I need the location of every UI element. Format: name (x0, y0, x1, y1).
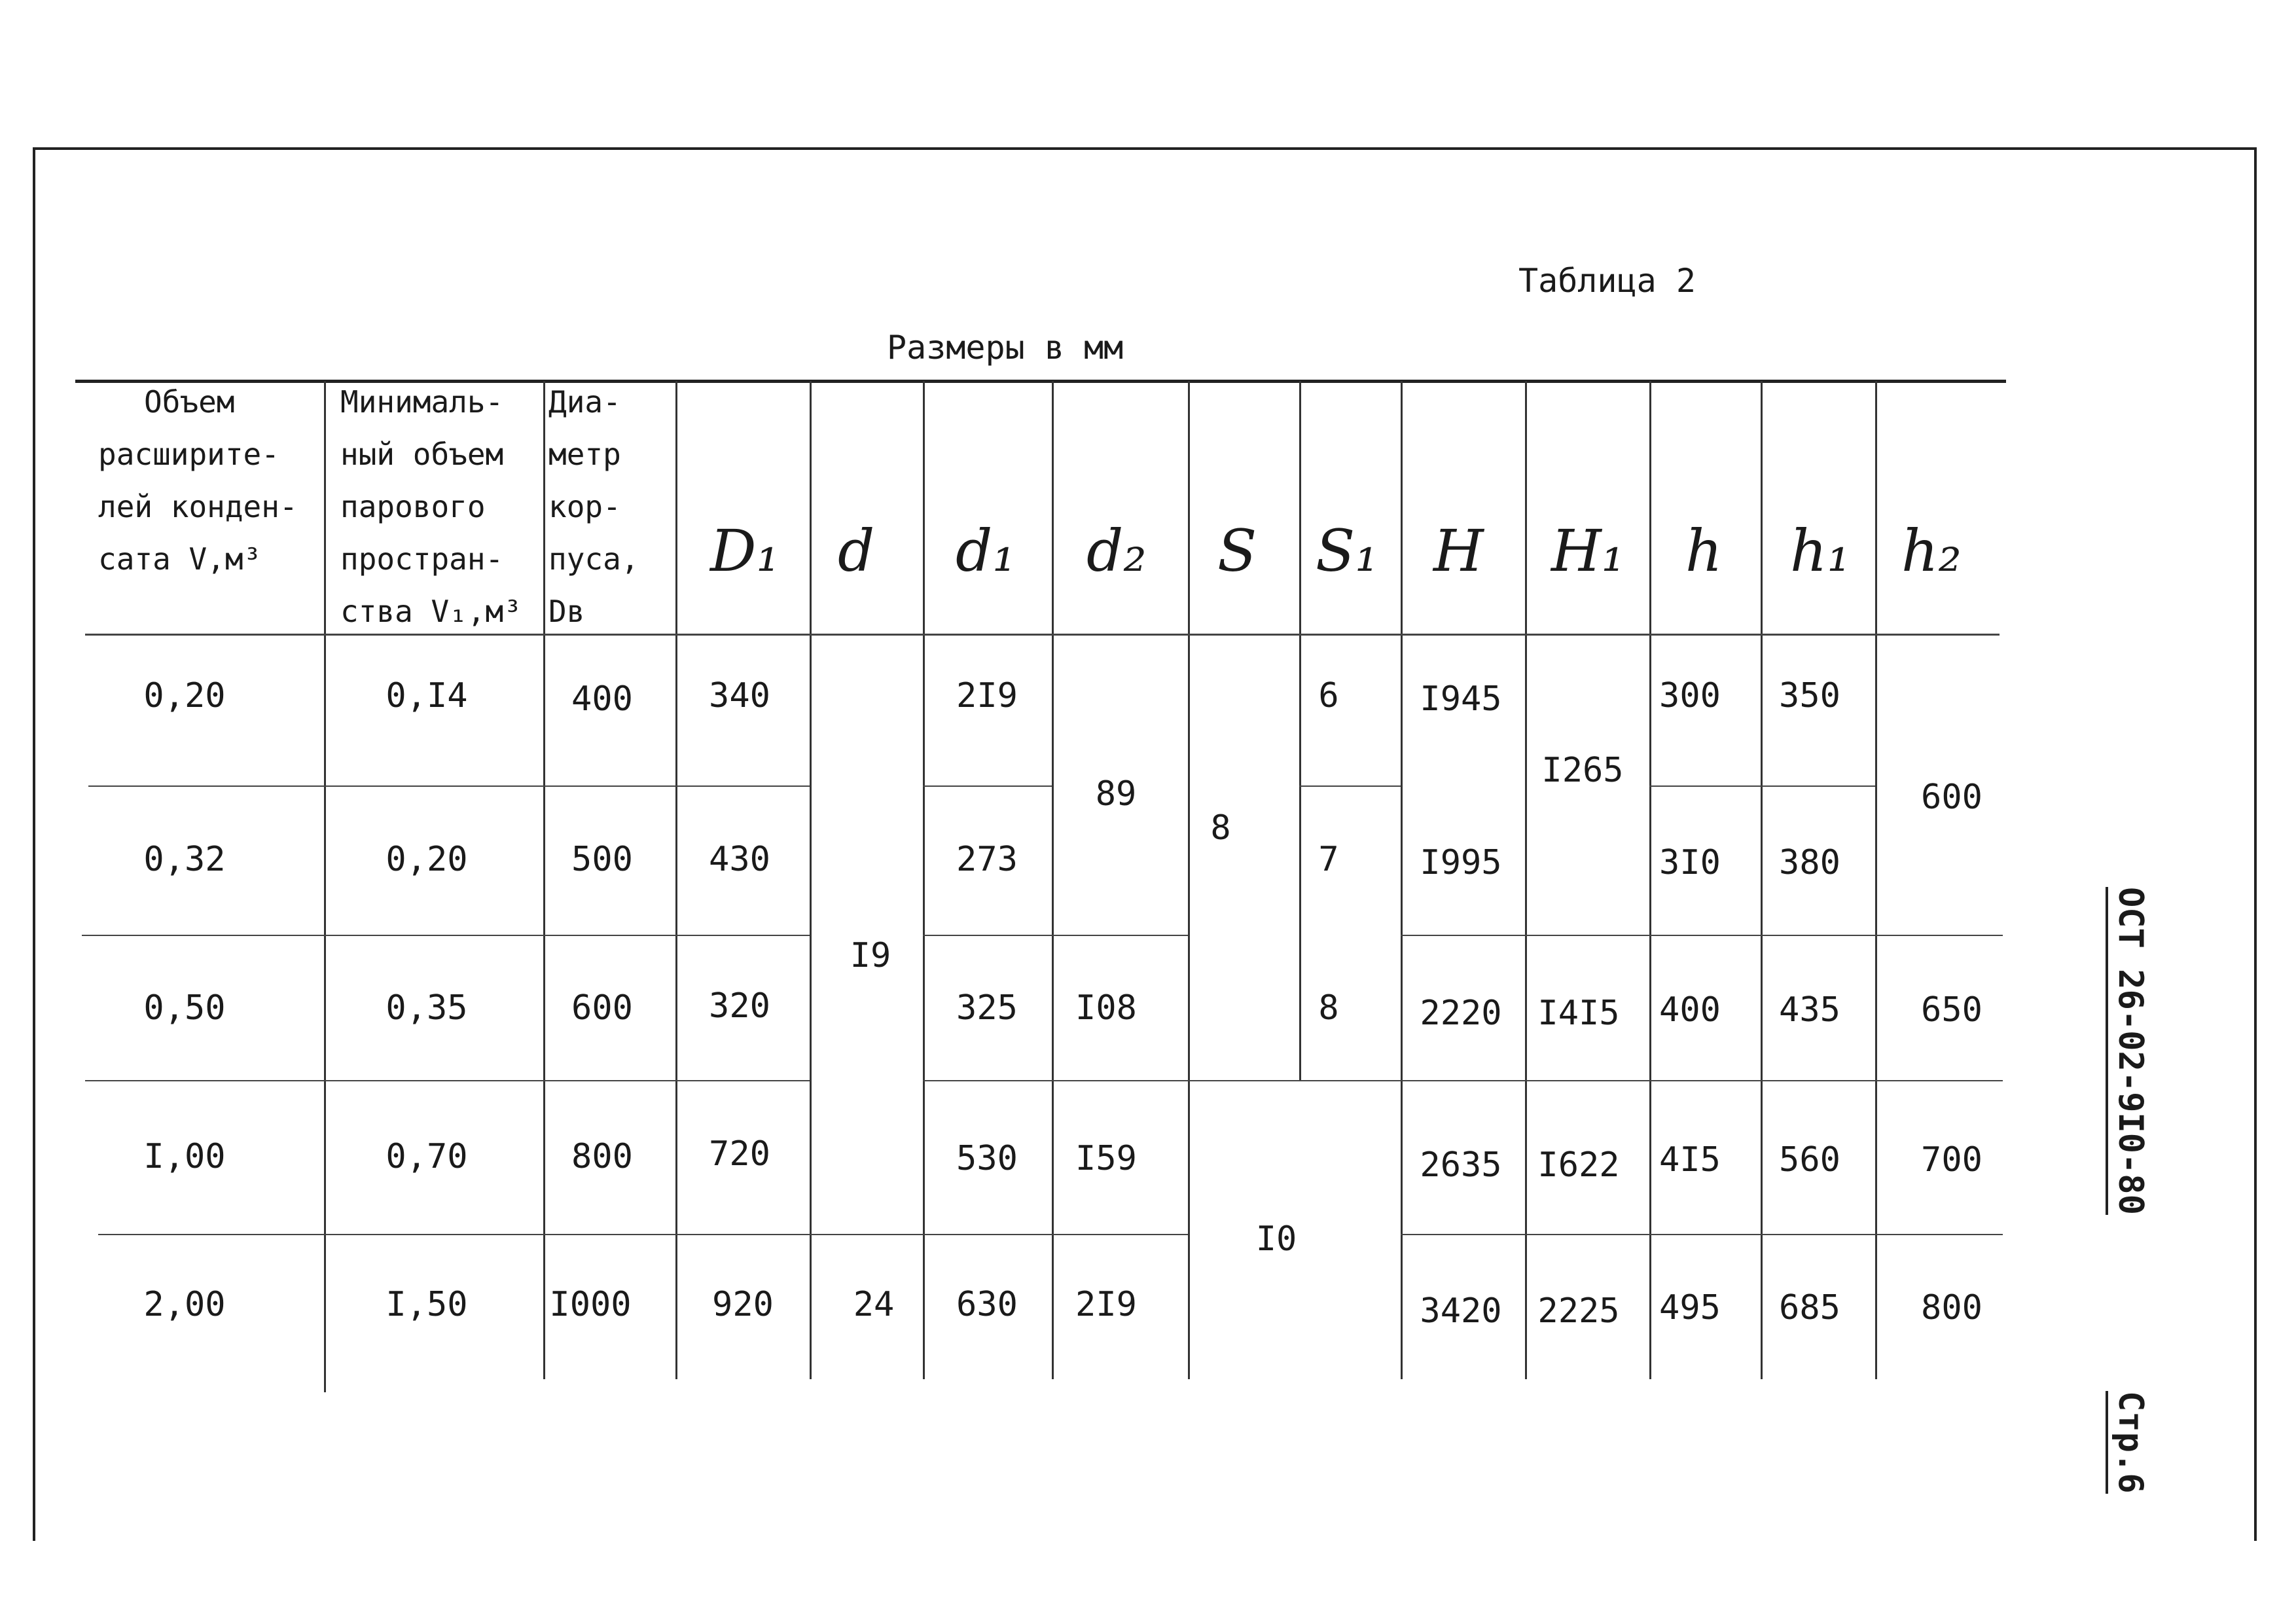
row-rule (88, 785, 810, 787)
cell-d1: 325 (956, 988, 1018, 1028)
col-divider (1761, 381, 1763, 1379)
cell-S1: 6 (1318, 676, 1339, 715)
cell-volume: 0,32 (143, 840, 226, 879)
row-rule (923, 1080, 2003, 1081)
cell-volume: 2,00 (143, 1285, 226, 1324)
cell-h: 400 (1659, 990, 1721, 1030)
cell-body-diameter: 600 (571, 988, 633, 1028)
header-H: H (1433, 517, 1484, 585)
cell-D1: 720 (709, 1134, 770, 1174)
header-h2: h₂ (1901, 517, 1962, 585)
header-h: h (1685, 517, 1723, 585)
cell-H1: I4I5 (1537, 994, 1620, 1033)
header-min-volume: Минималь- ный объем парового простран- ства V₁,м³ (340, 384, 522, 629)
page-frame (33, 147, 2257, 1541)
cell-volume: I,00 (143, 1137, 226, 1176)
cell-h: 4I5 (1659, 1140, 1721, 1180)
cell-d-merged: I9 (850, 936, 891, 975)
header-D1: D₁ (710, 517, 780, 585)
col-divider (324, 381, 326, 1392)
row-rule (1401, 935, 2003, 936)
cell-body-diameter: 800 (571, 1137, 633, 1176)
cell-h: 300 (1659, 676, 1721, 715)
cell-S-S1-merged: I0 (1255, 1219, 1297, 1259)
header-S: S (1217, 517, 1257, 585)
cell-S1: 7 (1318, 840, 1339, 879)
cell-min-volume: 0,35 (386, 988, 468, 1028)
row-rule (1401, 1234, 2003, 1235)
cell-body-diameter: I000 (549, 1285, 632, 1324)
cell-S-merged: 8 (1210, 808, 1231, 848)
cell-h1: 435 (1779, 990, 1840, 1030)
cell-body-diameter: 500 (571, 840, 633, 879)
col-divider (810, 381, 812, 1379)
cell-D1: 430 (709, 840, 770, 879)
cell-H: I995 (1420, 843, 1502, 882)
row-rule (923, 785, 1052, 787)
cell-min-volume: I,50 (386, 1285, 468, 1324)
table-label: Таблица 2 (1518, 262, 1696, 300)
col-divider (1299, 381, 1301, 1081)
cell-h2-merged: 600 (1921, 778, 1982, 817)
header-S1: S₁ (1316, 517, 1378, 585)
cell-D1: 920 (712, 1285, 774, 1324)
col-divider (1525, 381, 1527, 1379)
cell-S1: 8 (1318, 988, 1339, 1028)
cell-d1: 530 (956, 1139, 1018, 1178)
col-divider (1052, 381, 1054, 1379)
header-d2: d₂ (1086, 517, 1147, 585)
col-divider (1649, 381, 1651, 1379)
cell-d1: 630 (956, 1285, 1018, 1324)
col-divider (675, 381, 677, 1379)
cell-h1: 350 (1779, 676, 1840, 715)
cell-h2: 800 (1921, 1288, 1982, 1327)
header-h1: h₁ (1790, 517, 1850, 585)
cell-min-volume: 0,I4 (386, 676, 468, 715)
row-rule (1649, 785, 1875, 787)
cell-d2: I08 (1075, 988, 1137, 1028)
row-rule (810, 1234, 1188, 1235)
cell-d2: I59 (1075, 1139, 1137, 1178)
cell-D1: 340 (709, 676, 770, 715)
cell-h: 495 (1659, 1288, 1721, 1327)
cell-H: 2635 (1420, 1146, 1502, 1185)
cell-volume: 0,20 (143, 676, 226, 715)
header-d1: d₁ (956, 517, 1016, 585)
col-divider (1401, 381, 1403, 1379)
cell-H1-merged: I265 (1541, 751, 1624, 790)
cell-h1: 560 (1779, 1140, 1840, 1180)
cell-d2: 2I9 (1075, 1285, 1137, 1324)
page-number: Стр.6 (2106, 1391, 2150, 1494)
cell-body-diameter: 400 (571, 679, 633, 719)
header-H1: H₁ (1551, 517, 1625, 585)
col-divider (543, 381, 545, 1379)
cell-D1: 320 (709, 986, 770, 1026)
cell-d1: 2I9 (956, 676, 1018, 715)
cell-h1: 380 (1779, 843, 1840, 882)
cell-H1: 2225 (1537, 1291, 1620, 1331)
cell-H: I945 (1420, 679, 1502, 719)
row-rule (98, 1234, 810, 1235)
cell-h1: 685 (1779, 1288, 1840, 1327)
cell-d1: 273 (956, 840, 1018, 879)
cell-H: 3420 (1420, 1291, 1502, 1331)
row-rule (85, 1080, 810, 1081)
col-divider (923, 381, 925, 1379)
row-rule (82, 935, 810, 936)
header-body-diameter: Диа- метр кор- пуса, Dв (548, 384, 639, 629)
row-rule (923, 935, 1188, 936)
header-d: d (838, 517, 875, 585)
cell-h2: 700 (1921, 1140, 1982, 1180)
document-code: ОСТ 26-02-9I0-80 (2106, 887, 2150, 1215)
cell-H1: I622 (1537, 1146, 1620, 1185)
cell-h: 3I0 (1659, 843, 1721, 882)
col-divider (1875, 381, 1877, 1379)
col-divider (1188, 381, 1190, 1379)
cell-min-volume: 0,70 (386, 1137, 468, 1176)
cell-volume: 0,50 (143, 988, 226, 1028)
row-rule (1299, 785, 1401, 787)
cell-H: 2220 (1420, 994, 1502, 1033)
cell-h2: 650 (1921, 990, 1982, 1030)
header-volume: Объем расширите- лей конден- сата V,м³ (98, 384, 298, 577)
cell-d: 24 (853, 1285, 895, 1324)
units-note: Размеры в мм (887, 329, 1124, 367)
cell-min-volume: 0,20 (386, 840, 468, 879)
cell-d2-merged: 89 (1095, 774, 1137, 814)
